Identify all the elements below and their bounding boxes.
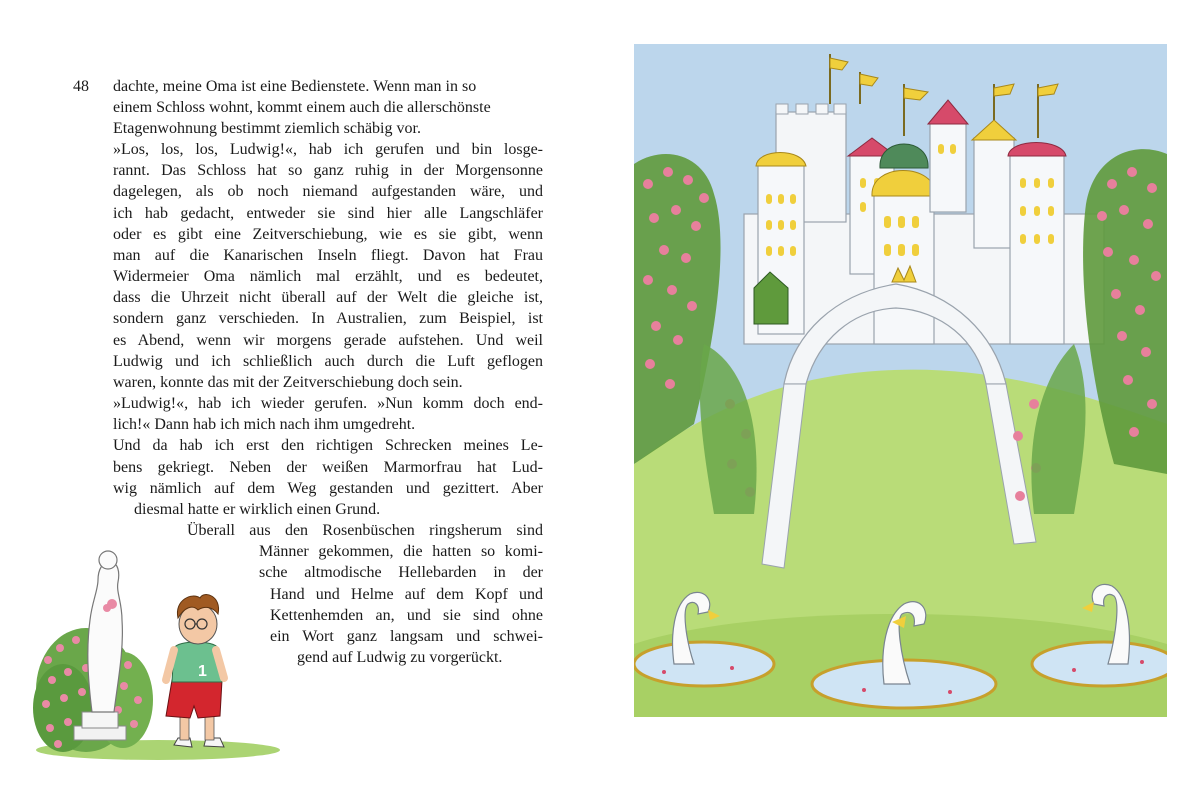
text-line: Überall aus den Rosenbüschen ringsherum sind — [187, 522, 543, 539]
castle-tower — [928, 100, 968, 212]
page-number: 48 — [73, 78, 89, 95]
text-line: wig nämlich auf dem Weg gestanden und gezittert. Aber — [113, 480, 543, 497]
text-line: rannt. Das Schloss hat so ganz ruhig in der Morgensonne — [113, 162, 543, 179]
text-line: einem Schloss wohnt, kommt einem auch die allerschönste — [113, 99, 491, 116]
right-page — [600, 0, 1200, 797]
text-line: dass die Uhrzeit nicht überall auf der Welt die gleiche ist, — [113, 289, 543, 306]
boy-and-statue-illustration — [28, 540, 280, 762]
svg-text:1: 1 — [198, 663, 207, 680]
text-line: man auf die Kanarischen Inseln fliegt. Davon hat Frau — [113, 247, 543, 264]
text-line: Kettenhemden an, und sie sind ohne — [270, 607, 543, 624]
text-line: diesmal hatte er wirklich einen Grund. — [134, 501, 381, 518]
text-line: lich!« Dann hab ich mich nach ihm umgedreht. — [113, 416, 416, 433]
text-line: Und da hab ich erst den richtigen Schrecken meines Le- — [113, 437, 543, 454]
text-line: ein Wort ganz langsam und schwei- — [270, 628, 543, 645]
text-line: es Abend, wenn wir morgens gerade aufstehen. Und weil — [113, 332, 543, 349]
text-line: oder es gibt eine Zeitverschiebung, wie es sie gibt, wenn — [113, 226, 543, 243]
text-line: ich hab gedacht, entweder sie sind hier alle Langschläfer — [113, 205, 543, 222]
text-line: bens gekriegt. Neben der weißen Marmorfrau hat Lud- — [113, 459, 543, 476]
text-line: gend auf Ludwig zu vorgerückt. — [297, 649, 503, 666]
text-line: dachte, meine Oma ist eine Bedienstete. Wenn man in so — [113, 78, 477, 95]
text-line: waren, konnte das mit der Zeitverschiebung doch sein. — [113, 374, 463, 391]
text-line: Widermeier Oma nämlich mal erzählt, und es bedeutet, — [113, 268, 543, 285]
text-line: sche altmodische Hellebarden in der — [259, 564, 543, 581]
text-line: dagelegen, als ob noch niemand aufgestanden wäre, und — [113, 183, 543, 200]
text-line: »Los, los, los, Ludwig!«, hab ich gerufen und bin losge- — [113, 141, 543, 158]
castle-garden-illustration — [634, 44, 1167, 717]
boy-ludwig — [166, 595, 224, 747]
text-line: Männer gekommen, die hatten so komi- — [259, 543, 543, 560]
text-line: Hand und Helme auf dem Kopf und — [270, 586, 543, 603]
text-line: sondern ganz verschieden. In Australien, zum Beispiel, ist — [113, 310, 543, 327]
text-line: »Ludwig!«, hab ich wieder gerufen. »Nun komm doch end- — [113, 395, 543, 412]
text-line: Ludwig und ich schließlich auch durch die Luft geflogen — [113, 353, 543, 370]
text-line: Etagenwohnung bestimmt ziemlich schäbig vor. — [113, 120, 421, 137]
